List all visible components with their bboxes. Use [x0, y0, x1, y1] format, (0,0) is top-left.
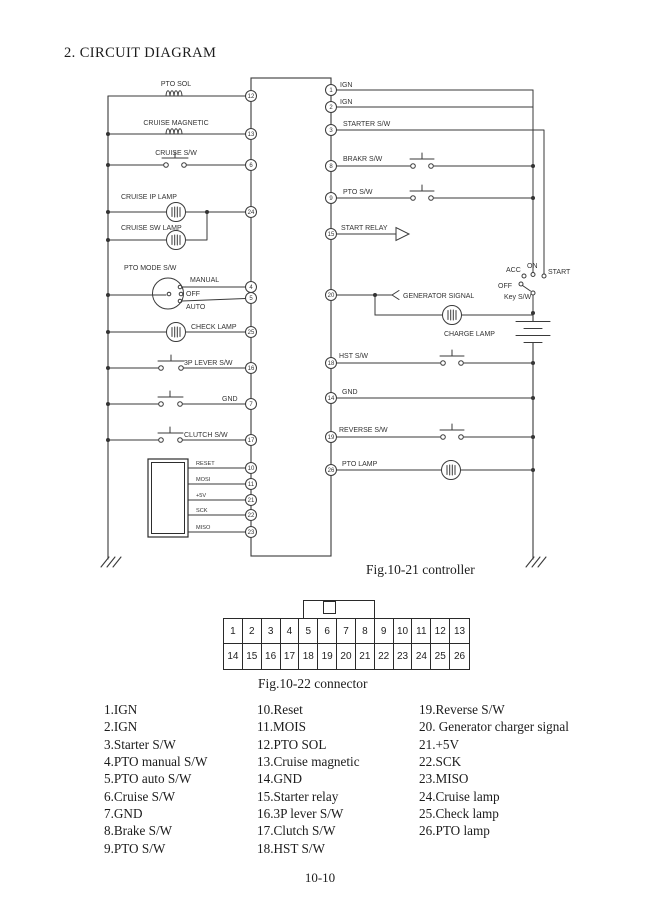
reverse-label: REVERSE S/W: [339, 427, 388, 434]
pto-sol-coil: [166, 91, 182, 96]
connector-cell: 6: [318, 619, 337, 644]
ign2-label: IGN: [340, 99, 353, 106]
key-switch: [519, 273, 546, 314]
starter-label: STARTER S/W: [343, 121, 391, 128]
pin-13: 13: [247, 132, 255, 138]
legend-item: 14.GND: [257, 771, 303, 787]
connector-cell: 24: [412, 644, 431, 669]
charge-lamp-label: CHARGE LAMP: [444, 331, 495, 338]
connector-cell: 4: [281, 619, 300, 644]
connector-cell: 2: [243, 619, 262, 644]
pin-23: 23: [247, 530, 255, 536]
connector-cell: 12: [431, 619, 450, 644]
legend-column-3: [419, 701, 569, 840]
connector-cell: 11: [412, 619, 431, 644]
legend-item: 22.SCK: [419, 754, 462, 770]
legend-item: 19.Reverse S/W: [419, 702, 505, 717]
connector-figure: [223, 600, 471, 671]
pto-lamp: [442, 461, 461, 480]
legend-item: 8.Brake S/W: [104, 823, 173, 839]
key-sw-label: Key S/W: [504, 294, 532, 301]
clutch-switch: [158, 427, 183, 442]
pin-8: 8: [329, 164, 333, 170]
lever3p-label: 3P LEVER S/W: [184, 360, 233, 367]
legend-item: 12.PTO SOL: [257, 736, 327, 752]
connector-cell: 15: [243, 644, 262, 669]
connector-cell: 16: [262, 644, 281, 669]
connector-cell: 1: [224, 619, 243, 644]
reset-label: RESET: [196, 461, 215, 467]
connector-cell: 13: [450, 619, 469, 644]
pto-switch: [410, 185, 434, 200]
generator-signal-label: GENERATOR SIGNAL: [403, 293, 475, 300]
legend-item: 5.PTO auto S/W: [104, 771, 192, 787]
pin-22: 22: [247, 513, 255, 519]
lever3p-switch: [158, 355, 184, 370]
pin-17: 17: [247, 438, 255, 444]
connector-fig-caption: Fig.10-22 connector: [258, 676, 368, 691]
sck-label: SCK: [196, 508, 208, 514]
gnd-left-label: GND: [222, 396, 238, 403]
connector-cell: 22: [375, 644, 394, 669]
pin-15: 15: [327, 232, 335, 238]
legend-item: 3.Starter S/W: [104, 736, 176, 752]
left-wires: [108, 96, 246, 532]
connector-cell: 23: [394, 644, 413, 669]
legend-item: 18.HST S/W: [257, 840, 325, 856]
legend-item: 1.IGN: [104, 702, 138, 717]
pto-sol-label: PTO SOL: [160, 81, 192, 88]
cruise-sw-label: CRUISE S/W: [155, 150, 197, 157]
pin-20: 20: [327, 293, 335, 299]
check-lamp-label: CHECK LAMP: [191, 324, 237, 331]
miso-label: MISO: [196, 525, 211, 531]
legend-item: 15.Starter relay: [257, 788, 339, 804]
legend-item: 9.PTO S/W: [104, 840, 166, 856]
hst-switch: [440, 350, 464, 365]
legend-item: 7.GND: [104, 806, 143, 822]
pin-25: 25: [247, 330, 255, 336]
cruise-ip-lamp: [167, 203, 186, 222]
pin-14: 14: [327, 396, 335, 402]
pto-mode-sw-label: PTO MODE S/W: [124, 265, 177, 272]
pin-7: 7: [249, 402, 253, 408]
connector-cell: 5: [299, 619, 318, 644]
key-acc-label: ACC: [506, 267, 521, 274]
legend-item: 11.MOIS: [257, 719, 306, 735]
key-start-label: START: [548, 269, 571, 276]
legend-item: 10.Reset: [257, 702, 303, 717]
pto-sw-label: PTO S/W: [343, 189, 373, 196]
off-label: OFF: [186, 291, 200, 298]
start-relay-label: START RELAY: [341, 225, 388, 232]
pin-3: 3: [329, 128, 333, 134]
start-relay-arrow: [396, 228, 409, 241]
gnd-switch: [158, 391, 183, 406]
connector-tab: [303, 600, 375, 619]
pin-2: 2: [329, 105, 333, 111]
legend-column-2: [257, 701, 360, 857]
plus5v-label: +5V: [196, 493, 207, 499]
pto-mode-switch: [153, 278, 184, 309]
connector-cell: 7: [337, 619, 356, 644]
pin-1: 1: [329, 88, 333, 94]
connector-cell: 10: [394, 619, 413, 644]
pin-10: 10: [247, 466, 255, 472]
connector-cell: 19: [318, 644, 337, 669]
legend-item: 16.3P lever S/W: [257, 806, 344, 822]
controller-pins: [246, 85, 337, 538]
gnd-right-label: GND: [342, 389, 358, 396]
brake-label: BRAKR S/W: [343, 156, 383, 163]
connector-cell: 20: [337, 644, 356, 669]
charge-lamp: [443, 306, 462, 325]
cruise-magnetic-coil: [166, 129, 182, 134]
legend-item: 2.IGN: [104, 719, 138, 735]
connector-cell: 14: [224, 644, 243, 669]
pin-21: 21: [247, 498, 255, 504]
connector-cell: 17: [281, 644, 300, 669]
cruise-ip-lamp-label: CRUISE IP LAMP: [121, 194, 177, 201]
connector-cell: 3: [262, 619, 281, 644]
legend-item: 21.+5V: [419, 736, 460, 752]
legend-item: 24.Cruise lamp: [419, 788, 500, 804]
mosi-label: MOSI: [196, 477, 211, 483]
pto-lamp-label: PTO LAMP: [342, 461, 378, 468]
brake-switch: [410, 153, 434, 168]
manual-label: MANUAL: [190, 277, 220, 284]
key-off-label: OFF: [498, 283, 512, 290]
battery: [516, 313, 550, 567]
pin-6: 6: [249, 163, 253, 169]
right-wires: [337, 90, 545, 470]
pin-18: 18: [327, 361, 335, 367]
pin-numbers: [248, 88, 335, 536]
connector-cell: 25: [431, 644, 450, 669]
auto-label: AUTO: [186, 304, 206, 311]
connector-cell: 8: [356, 619, 375, 644]
pin-16: 16: [247, 366, 255, 372]
key-on-label: ON: [527, 263, 538, 270]
legend-column-1: [104, 701, 207, 857]
legend-item: 6.Cruise S/W: [104, 788, 176, 804]
clutch-label: CLUTCH S/W: [184, 432, 228, 439]
pin-5: 5: [249, 296, 253, 302]
legend-item: 25.Check lamp: [419, 806, 499, 822]
cruise-magnetic-label: CRUISE MAGNETIC: [143, 120, 209, 127]
pin-11: 11: [247, 482, 255, 488]
legend-item: 4.PTO manual S/W: [104, 754, 208, 770]
connector-cell: 26: [454, 651, 466, 662]
connector-notch: [323, 601, 336, 614]
hst-label: HST S/W: [339, 353, 369, 360]
cruise-sw-lamp: [167, 231, 186, 250]
legend-item: 13.Cruise magnetic: [257, 754, 360, 770]
mcu-box: [148, 459, 188, 537]
check-lamp: [167, 323, 186, 342]
pin-12: 12: [247, 94, 255, 100]
page-title: 2. CIRCUIT DIAGRAM: [64, 45, 217, 61]
connector-cell: 21: [356, 644, 375, 669]
controller-outline: [251, 78, 331, 556]
legend-item: 20. Generator charger signal: [419, 719, 569, 735]
ign1-label: IGN: [340, 82, 353, 89]
page-number: 10-10: [304, 870, 336, 885]
pin-24: 24: [247, 210, 255, 216]
connector-cell: 18: [299, 644, 318, 669]
legend-item: 17.Clutch S/W: [257, 823, 336, 839]
connector-pin-grid: [223, 618, 470, 670]
reverse-switch: [440, 424, 464, 439]
cruise-sw-lamp-label: CRUISE SW LAMP: [121, 225, 182, 232]
pin-26: 26: [327, 468, 335, 474]
controller-fig-caption: Fig.10-21 controller: [366, 562, 475, 577]
pin-19: 19: [327, 435, 335, 441]
pin-4: 4: [249, 285, 253, 291]
connector-cell: 9: [375, 619, 394, 644]
legend-item: 26.PTO lamp: [419, 823, 490, 839]
legend-item: 23.MISO: [419, 771, 469, 787]
pin-9: 9: [329, 196, 333, 202]
